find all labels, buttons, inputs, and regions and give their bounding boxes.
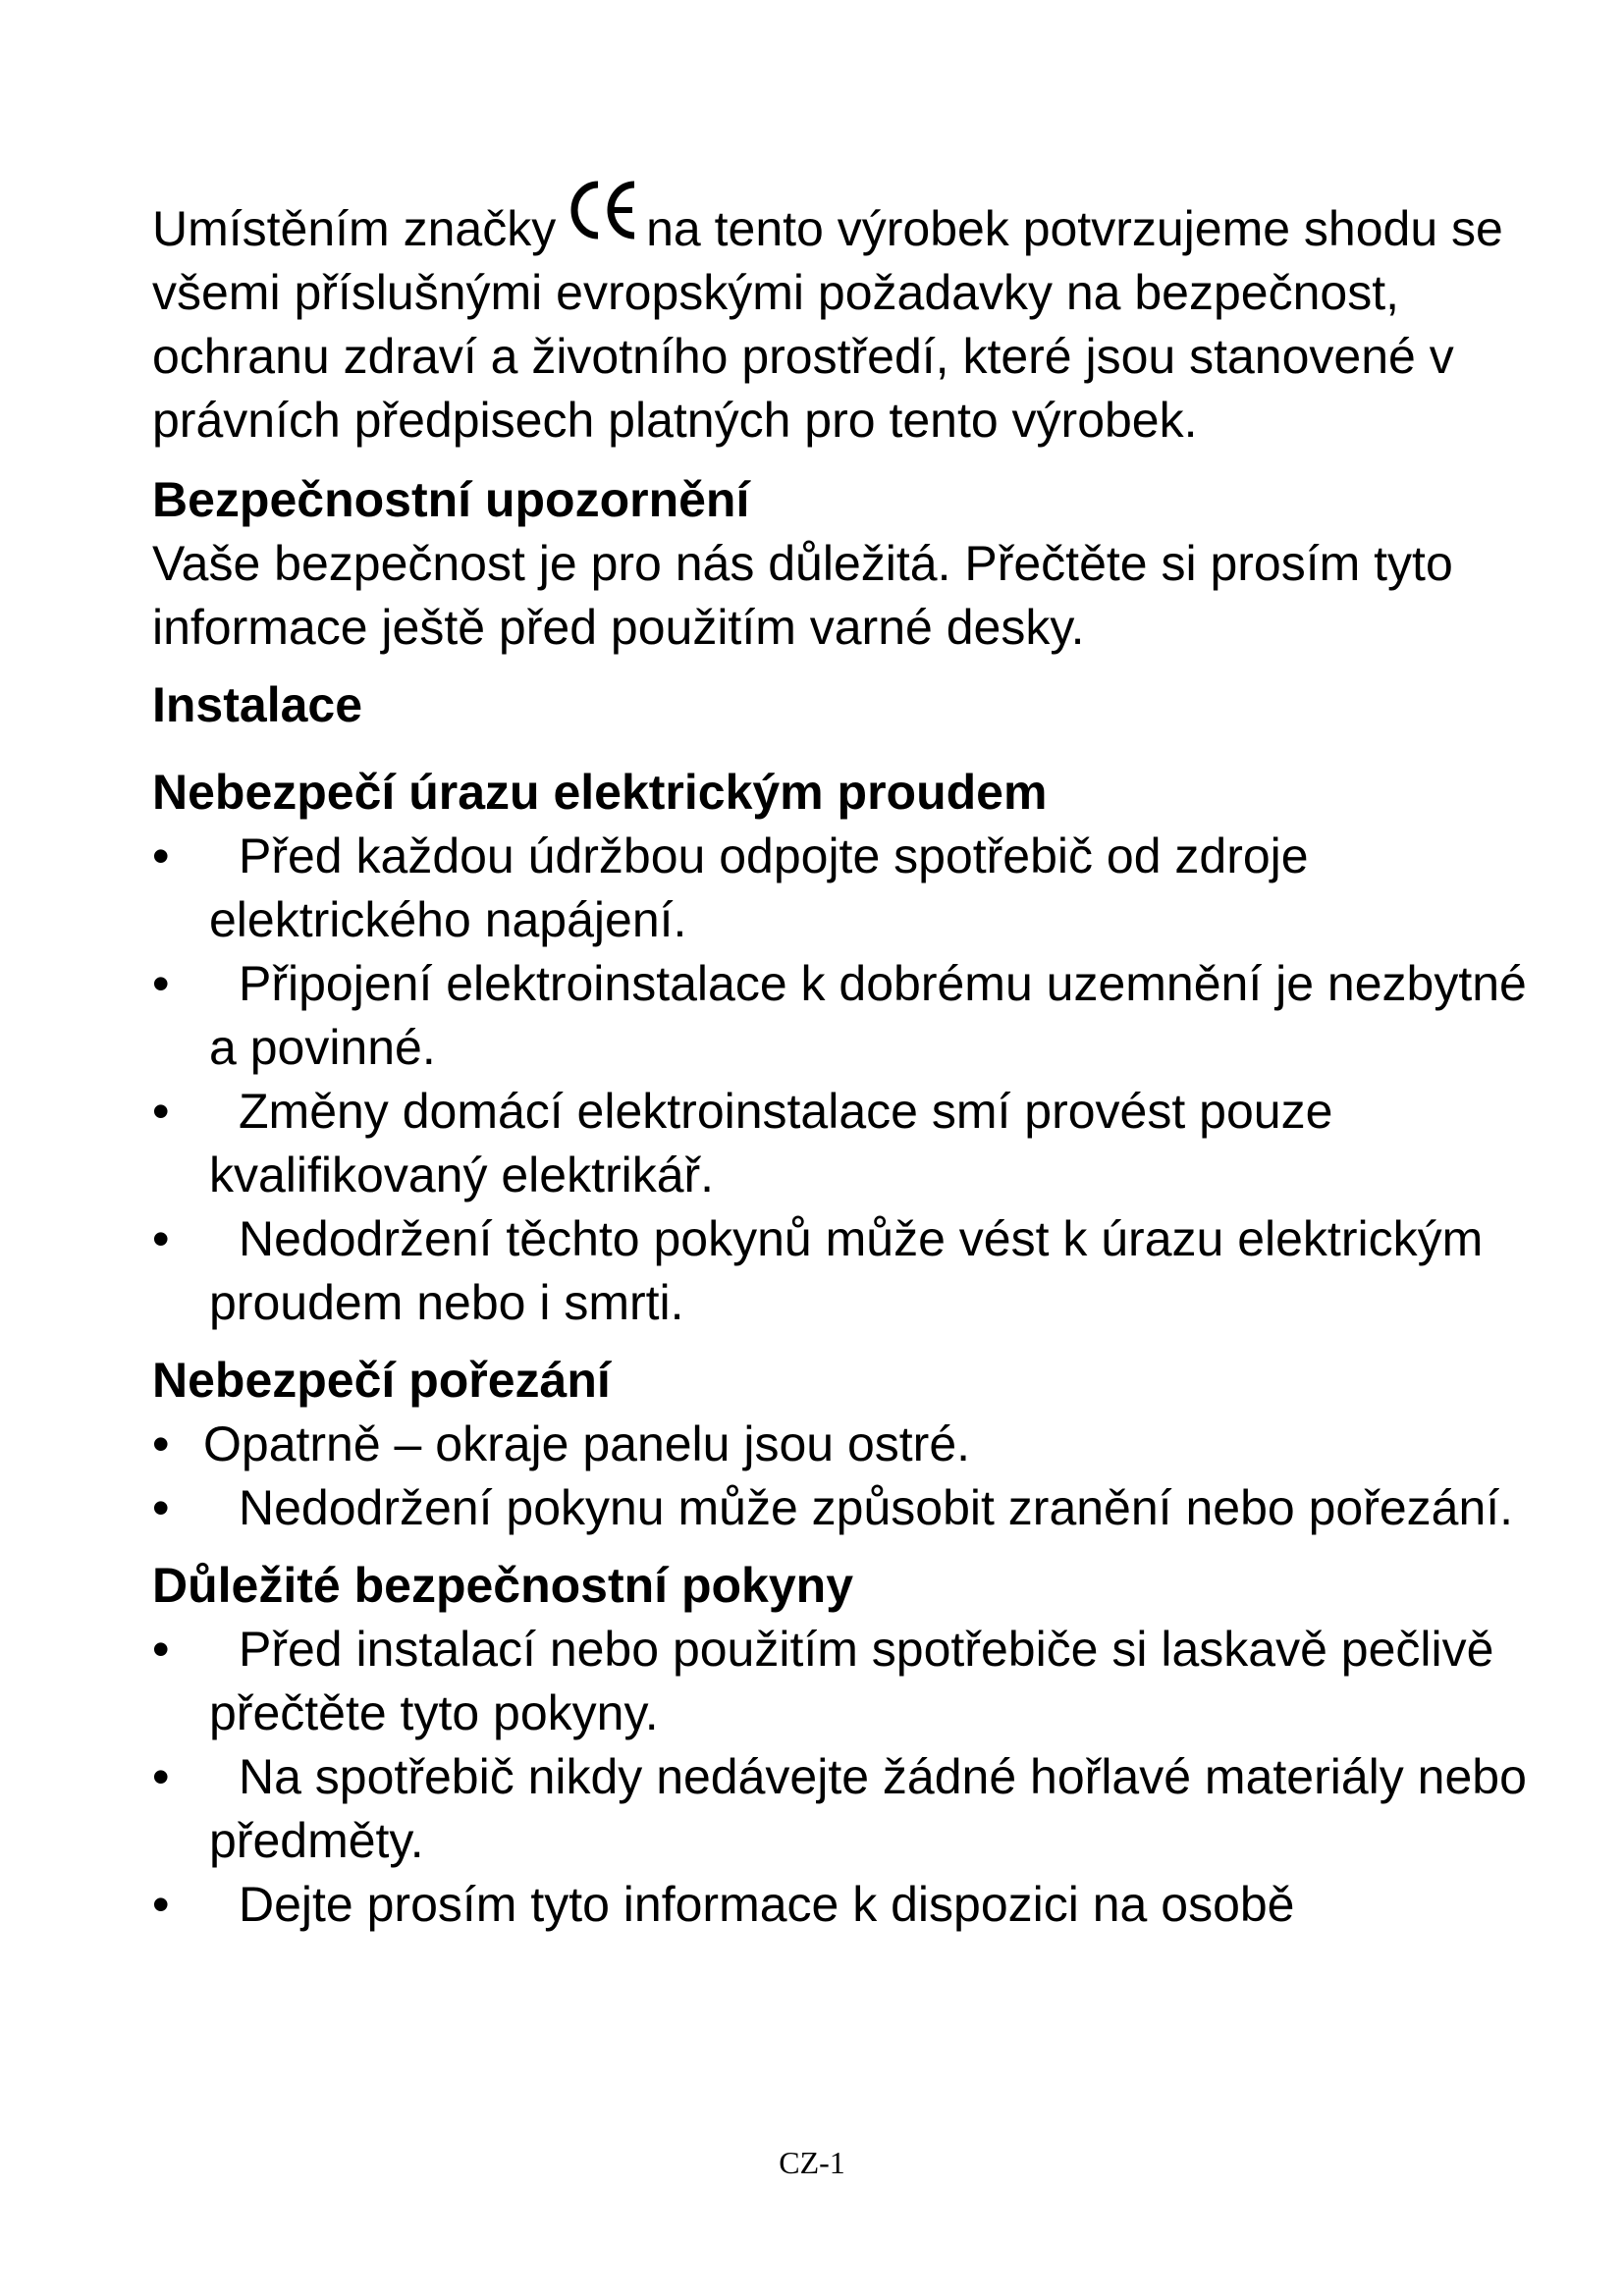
list-item-text: Nedodržení těchto pokynů může vést k úrazu elektrickým proudem nebo i smrti. [209, 1211, 1484, 1330]
list-item-text: Připojení elektroinstalace k dobrému uzemnění je nezbytné a povinné. [209, 956, 1527, 1075]
list-item [152, 1873, 1527, 1937]
bullet-icon: • [152, 1416, 170, 1471]
bullet-icon: • [152, 1480, 170, 1535]
list-item-text: Před instalací nebo použitím spotřebiče si laskavě pečlivě přečtěte tyto pokyny. [209, 1622, 1494, 1740]
intro-paragraph [152, 194, 1527, 453]
intro-text-before-mark: Umístěním značky [152, 201, 557, 256]
bullet-icon: • [152, 828, 170, 883]
list-item [152, 1745, 1527, 1873]
page-number: CZ-1 [779, 2145, 845, 2180]
list-item [152, 825, 1527, 952]
cut-hazard-heading: Nebezpečí pořezání [152, 1353, 611, 1408]
list-item [152, 1207, 1527, 1335]
list-item-text: Dejte prosím tyto informace k dispozici na osobě [239, 1877, 1295, 1932]
ce-mark-icon [566, 194, 638, 247]
list-item-text: Na spotřebič nikdy nedávejte žádné hořlavé materiály nebo předměty. [209, 1749, 1527, 1868]
installation-heading: Instalace [152, 677, 363, 732]
bullet-icon: • [152, 956, 170, 1011]
list-item-text: Nedodržení pokynu může způsobit zranění nebo pořezání. [239, 1480, 1514, 1535]
electric-hazard-heading: Nebezpečí úrazu elektrickým proudem [152, 765, 1048, 820]
bullet-icon: • [152, 1084, 170, 1139]
list-item-text: Opatrně – okraje panelu jsou ostré. [203, 1416, 971, 1471]
important-safety-heading: Důležité bezpečnostní pokyny [152, 1558, 854, 1613]
list-item [152, 1476, 1527, 1540]
safety-paragraph: Vaše bezpečnost je pro nás důležitá. Přečtěte si prosím tyto informace ještě před použitím varné desky. [152, 536, 1453, 655]
bullet-icon: • [152, 1211, 170, 1266]
important-safety-list [152, 1618, 1527, 1937]
list-item [152, 1080, 1527, 1207]
list-item-text: Změny domácí elektroinstalace smí provést pouze kvalifikovaný elektrikář. [209, 1084, 1333, 1202]
cut-hazard-list [152, 1413, 1527, 1540]
bullet-icon: • [152, 1749, 170, 1804]
bullet-icon: • [152, 1877, 170, 1932]
bullet-icon: • [152, 1622, 170, 1677]
document-content [152, 194, 1527, 1937]
list-item-text: Před každou údržbou odpojte spotřebič od zdroje elektrického napájení. [209, 828, 1309, 947]
list-item [152, 1413, 1527, 1476]
electric-hazard-list [152, 825, 1527, 1335]
list-item [152, 952, 1527, 1080]
intro-text-after-mark: na tento výrobek potvrzujeme shodu se všemi příslušnými evropskými požadavky na bezpečnost, ochranu zdraví a životního prostředí, které jsou stanovené v právních předpisech platných pro tento výrobek. [152, 201, 1503, 448]
list-item [152, 1618, 1527, 1745]
safety-heading: Bezpečnostní upozornění [152, 472, 750, 527]
